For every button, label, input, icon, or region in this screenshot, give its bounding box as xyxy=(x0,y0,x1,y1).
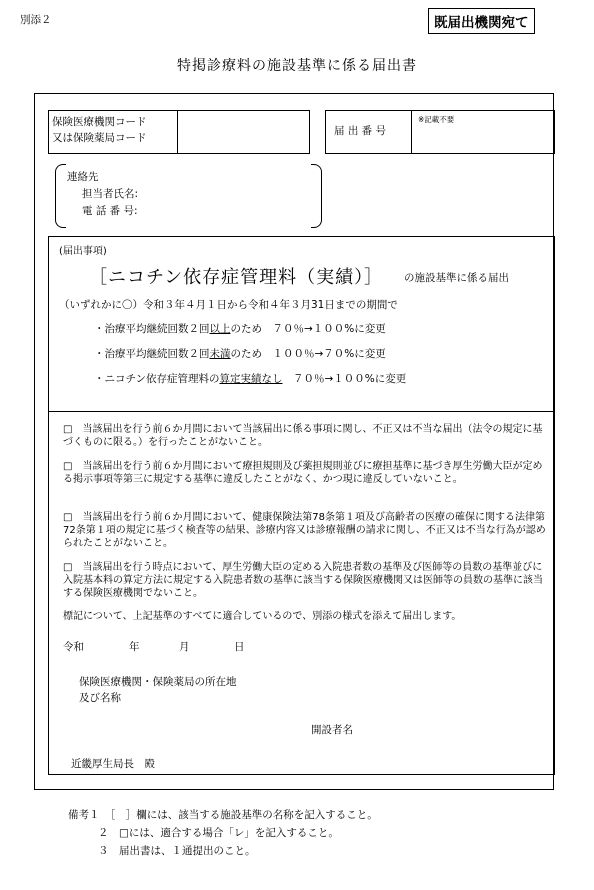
institution-code-box xyxy=(48,110,310,154)
destination-badge: 既届出機関宛て xyxy=(428,8,535,34)
facility-standard-name: ［ニコチン依存症管理料（実績）］ xyxy=(89,267,384,288)
section-divider xyxy=(49,411,554,412)
notification-box xyxy=(48,236,555,775)
bracket-left xyxy=(55,164,66,228)
note-2: ２ □には、適合する場合「レ」を記入すること。 xyxy=(98,827,339,839)
number-note: ※記載不要 xyxy=(418,115,455,124)
option-underlined: 以上 xyxy=(209,323,231,335)
period-statement: （いずれかに〇）令和３年４月１日から令和４年３月31日までの期間で xyxy=(59,299,398,311)
bracket-right xyxy=(311,164,322,228)
option-text: のため ７０％→１００%に変更 xyxy=(230,323,386,335)
date-day: 日 xyxy=(234,641,245,653)
contact-phone-label: 電 話 番 号: xyxy=(82,205,138,217)
note-3: ３ 届出書は、１通提出のこと。 xyxy=(98,845,256,857)
attachment-label: 別添２ xyxy=(20,14,52,26)
option-underlined: 未満 xyxy=(209,348,231,360)
note-1: 備考１ ［ ］欄には、該当する施設基準の名称を記入すること。 xyxy=(68,809,378,821)
conclusion-text: 標記について、上記基準のすべてに適合しているので、別添の様式を添えて届出します。 xyxy=(63,611,462,622)
date-era: 令和 xyxy=(63,641,84,653)
institution-code-label-2: 又は保険薬局コード xyxy=(52,132,147,144)
declaration-item[interactable]: □ 当該届出を行う前６か月間において、健康保険法第78条第１項及び高齢者の医療の確保に関する法律第72条第１項の規定に基づく検査等の結果、診療内容又は診療報酬の請求に関し、不正又は不当な行為が認められたことがないこと。 xyxy=(63,512,546,549)
option-item[interactable] xyxy=(94,323,386,337)
address-label-1: 保険医療機関・保険薬局の所在地 xyxy=(79,676,237,688)
notification-number-label: 届 出 番 号 xyxy=(334,125,387,137)
notification-heading: (届出事項) xyxy=(59,246,107,257)
institution-code-input[interactable] xyxy=(178,111,309,153)
declaration-item[interactable]: □ 当該届出を行う前６か月間において療担規則及び薬担規則並びに療担基準に基づき厚生労働大臣が定める掲示事項等第三に規定する基準に違反したことがなく、かつ現に違反していないこと。 xyxy=(63,461,543,485)
founder-label: 開設者名 xyxy=(311,724,353,736)
option-item[interactable] xyxy=(94,348,386,362)
contact-heading: 連絡先 xyxy=(67,171,99,183)
institution-code-label-1: 保険医療機関コード xyxy=(52,116,147,128)
option-text: ・治療平均継続回数２回 xyxy=(94,348,210,360)
contact-person-label: 担当者氏名: xyxy=(82,188,139,200)
option-text: ・ニコチン依存症管理料の xyxy=(94,373,220,385)
declaration-item[interactable]: □ 当該届出を行う時点において、厚生労働大臣の定める入院患者数の基準及び医師等の員数の基準並びに入院基本料の算定方法に規定する入院患者数の基準に該当する保険医療機関又は医師等の員数の基準に該当する保険医療機関でないこと。 xyxy=(63,562,543,599)
option-text: ７０％→１００%に変更 xyxy=(282,373,407,385)
date-year: 年 xyxy=(129,641,140,653)
page-title: 特掲診療料の施設基準に係る届出書 xyxy=(177,58,417,74)
option-underlined: 算定実績なし xyxy=(219,373,283,385)
declaration-item[interactable]: □ 当該届出を行う前６か月間において当該届出に係る事項に関し、不正又は不当な届出（法令の規定に基づくものに限る。）を行ったことがないこと。 xyxy=(63,424,543,448)
option-text: のため １００％→７０%に変更 xyxy=(230,348,386,360)
notification-number-box xyxy=(325,110,555,154)
divider xyxy=(411,111,412,153)
option-item[interactable] xyxy=(94,373,406,387)
recipient: 近畿厚生局長 殿 xyxy=(71,758,155,770)
contact-block xyxy=(55,164,322,228)
address-label-2: 及び名称 xyxy=(79,692,121,704)
notification-suffix: の施設基準に係る届出 xyxy=(404,272,509,284)
date-month: 月 xyxy=(179,641,190,653)
option-text: ・治療平均継続回数２回 xyxy=(94,323,210,335)
